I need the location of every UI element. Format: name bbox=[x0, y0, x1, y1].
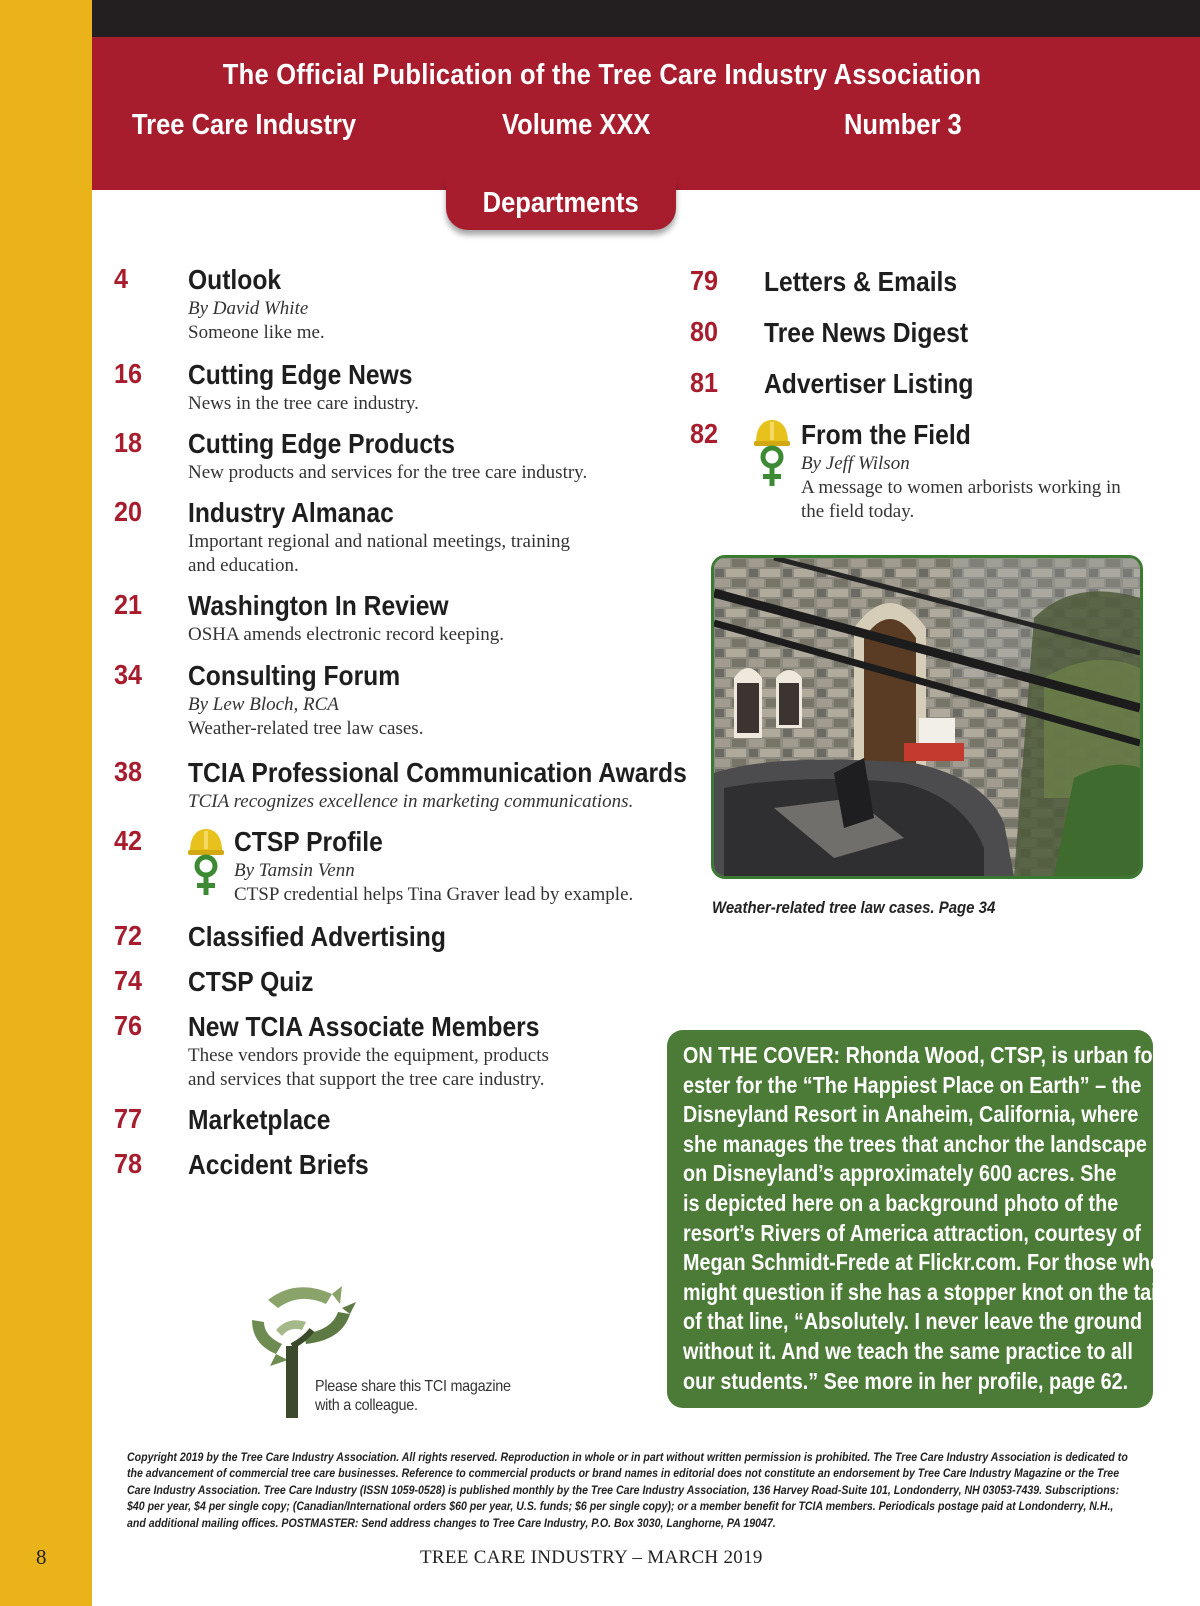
toc-desc: TCIA recognizes excellence in marketing communications. bbox=[188, 791, 634, 812]
toc-item-ctsp-profile[interactable] bbox=[114, 825, 633, 907]
toc-page: 80 bbox=[690, 316, 719, 347]
toc-item-cutting-edge-news[interactable] bbox=[114, 358, 443, 416]
copyright-line: $40 per year, $4 per single copy; (Canadian/International orders $60 per year, U.S. funds; $6 per single copy); or a member benefit for TCIA members. Periodicals postage paid at Londonderry, N.H., bbox=[127, 1501, 1114, 1514]
toc-page: 34 bbox=[114, 659, 143, 690]
toc-page: 21 bbox=[114, 589, 143, 620]
toc-page: 77 bbox=[114, 1103, 143, 1134]
toc-byline: By David White bbox=[188, 298, 309, 319]
toc-title: Advertiser Listing bbox=[764, 368, 974, 399]
share-line-1: Please share this TCI magazine bbox=[315, 1378, 511, 1395]
toc-title: Industry Almanac bbox=[188, 497, 394, 528]
toc-item-ctsp-quiz[interactable] bbox=[114, 965, 331, 999]
toc-title: Tree News Digest bbox=[764, 317, 969, 348]
toc-item-accident-briefs[interactable] bbox=[114, 1148, 393, 1182]
toc-item-letters-emails[interactable] bbox=[690, 265, 983, 299]
toc-title: Cutting Edge News bbox=[188, 359, 413, 390]
page-number: 8 bbox=[36, 1545, 47, 1569]
cover-text-line: on Disneyland’s approximately 600 acres. She bbox=[683, 1160, 1117, 1187]
share-message bbox=[315, 1377, 511, 1415]
toc-title: Classified Advertising bbox=[188, 921, 446, 952]
toc-page: 74 bbox=[114, 965, 143, 996]
toc-title: CTSP Profile bbox=[234, 826, 383, 857]
cover-text-line: without it. And we teach the same practice to all bbox=[683, 1337, 1133, 1364]
top-black-bar bbox=[92, 0, 1200, 37]
toc-page: 82 bbox=[690, 418, 719, 449]
cover-text-line: our students.” See more in her profile, page 62. bbox=[683, 1367, 1129, 1394]
running-footer: TREE CARE INDUSTRY – MARCH 2019 bbox=[420, 1547, 763, 1568]
cover-text-line: Disneyland Resort in Anaheim, California, where bbox=[683, 1101, 1139, 1128]
cover-text-line: might question if she has a stopper knot on the tail bbox=[683, 1278, 1163, 1305]
share-line-2: with a colleague. bbox=[315, 1397, 418, 1414]
toc-page: 72 bbox=[114, 920, 143, 951]
toc-item-outlook[interactable] bbox=[114, 263, 325, 345]
toc-desc: Weather-related tree law cases. bbox=[188, 718, 424, 739]
magazine-name: Tree Care Industry bbox=[132, 109, 357, 141]
toc-desc-line-1: A message to women arborists working in bbox=[801, 477, 1121, 498]
toc-page: 76 bbox=[114, 1010, 143, 1041]
toc-page: 78 bbox=[114, 1148, 143, 1179]
toc-title: Consulting Forum bbox=[188, 660, 401, 691]
toc-page: 42 bbox=[114, 825, 143, 856]
toc-item-consulting-forum[interactable] bbox=[114, 659, 429, 741]
toc-title: Marketplace bbox=[188, 1104, 331, 1135]
toc-title: New TCIA Associate Members bbox=[188, 1011, 540, 1042]
toc-page: 16 bbox=[114, 358, 143, 389]
toc-desc: CTSP credential helps Tina Graver lead by example. bbox=[234, 884, 634, 905]
copyright-line: and additional mailing offices. POSTMASTER: Send address changes to Tree Care Industry, P.O. Box 3030, Langhorne, PA 19047. bbox=[127, 1517, 776, 1530]
toc-item-cutting-edge-products[interactable] bbox=[114, 427, 587, 485]
toc-desc-line-2: and services that support the tree care industry. bbox=[188, 1069, 545, 1090]
gold-sidebar bbox=[0, 0, 92, 1606]
toc-desc: OSHA amends electronic record keeping. bbox=[188, 624, 505, 645]
toc-desc: News in the tree care industry. bbox=[188, 393, 419, 414]
toc-desc-line-2: the field today. bbox=[801, 501, 915, 522]
toc-item-from-the-field[interactable] bbox=[690, 418, 1121, 524]
toc-item-tcia-awards[interactable] bbox=[114, 756, 755, 814]
cover-text-line: resort’s Rivers of America attraction, courtesy of bbox=[683, 1219, 1142, 1246]
toc-desc: New products and services for the tree care industry. bbox=[188, 462, 588, 483]
toc-title: Accident Briefs bbox=[188, 1149, 369, 1180]
on-the-cover-box bbox=[667, 1030, 1167, 1408]
toc-title: Cutting Edge Products bbox=[188, 428, 455, 459]
toc-title: Outlook bbox=[188, 264, 282, 295]
toc-item-marketplace[interactable] bbox=[114, 1103, 350, 1137]
toc-title: CTSP Quiz bbox=[188, 966, 314, 997]
cover-text-line: of that line, “Absolutely. I never leave the ground bbox=[683, 1308, 1143, 1335]
cover-text-line: Megan Schmidt-Frede at Flickr.com. For those who bbox=[683, 1249, 1163, 1276]
photo-illustration bbox=[714, 558, 1140, 876]
cover-text-line: ester for the “The Happiest Place on Earth” – the bbox=[683, 1071, 1142, 1098]
toc-desc-line-2: and education. bbox=[188, 555, 299, 576]
toc-byline: By Tamsin Venn bbox=[234, 860, 355, 881]
toc-desc-line-1: Important regional and national meetings, training bbox=[188, 531, 571, 552]
toc-page: 79 bbox=[690, 265, 719, 296]
toc-item-new-associate-members[interactable] bbox=[114, 1010, 587, 1092]
toc-item-advertiser-listing[interactable] bbox=[690, 367, 1002, 401]
toc-byline: By Lew Bloch, RCA bbox=[188, 694, 339, 715]
toc-title: From the Field bbox=[801, 419, 971, 450]
copyright-line: the advancement of commercial tree care businesses. Reference to commercial products or brand names in editorial does not constitute an endorsement by Tree Care Industry Magazine or the Tree bbox=[127, 1468, 1120, 1481]
copyright-line: Copyright 2019 by the Tree Care Industry Association. All rights reserved. Reproduction in whole or in part without written permission is prohibited. The Tree Care Industry Association is dedicated to bbox=[127, 1452, 1128, 1464]
header-banner bbox=[92, 37, 1200, 190]
toc-page: 20 bbox=[114, 496, 143, 527]
toc-page: 81 bbox=[690, 367, 719, 398]
toc-title: TCIA Professional Communication Awards bbox=[188, 757, 687, 788]
cover-text-line: ON THE COVER: Rhonda Wood, CTSP, is urban for- bbox=[683, 1042, 1167, 1068]
toc-item-tree-news-digest[interactable] bbox=[690, 316, 996, 350]
departments-label: Departments bbox=[482, 187, 640, 219]
toc-item-washington-in-review[interactable] bbox=[114, 589, 504, 647]
toc-page: 4 bbox=[114, 263, 129, 294]
female-arborist-icon bbox=[186, 827, 226, 897]
toc-item-industry-almanac[interactable] bbox=[114, 496, 570, 578]
toc-page: 18 bbox=[114, 427, 143, 458]
toc-desc-line-1: These vendors provide the equipment, products bbox=[188, 1045, 549, 1066]
toc-title: Washington In Review bbox=[188, 590, 449, 621]
female-arborist-icon bbox=[752, 418, 792, 488]
storm-damage-photo bbox=[711, 555, 1143, 879]
toc-page: 38 bbox=[114, 756, 143, 787]
toc-title: Letters & Emails bbox=[764, 266, 958, 297]
copyright-notice bbox=[127, 1450, 1167, 1532]
cover-text-line: is depicted here on a background photo of the bbox=[683, 1189, 1119, 1216]
cover-text-line: she manages the trees that anchor the landscape bbox=[683, 1130, 1147, 1157]
volume-label: Volume XXX bbox=[502, 109, 651, 141]
departments-tab bbox=[446, 180, 676, 230]
toc-item-classified-advertising[interactable] bbox=[114, 920, 481, 954]
photo-caption: Weather-related tree law cases. Page 34 bbox=[712, 898, 996, 917]
official-publication-title: The Official Publication of the Tree Care Industry Association bbox=[222, 59, 982, 91]
issue-number: Number 3 bbox=[844, 109, 962, 141]
toc-byline: By Jeff Wilson bbox=[801, 453, 910, 474]
toc-desc: Someone like me. bbox=[188, 322, 325, 343]
copyright-line: Care Industry Association. Tree Care Industry (ISSN 1059-0528) is published monthly by the Tree Care Industry Association, 136 Harvey Road-Suite 101, Londonderry, NH 03053-7439. Subscriptions: bbox=[127, 1484, 1120, 1497]
